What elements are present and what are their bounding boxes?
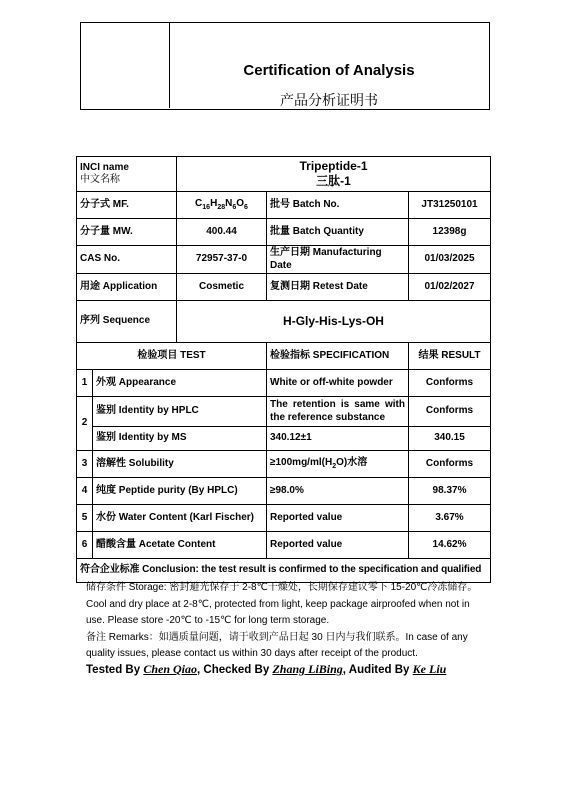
mf-row bbox=[77, 192, 491, 219]
test-spec: The retention is same with the reference substance bbox=[267, 397, 409, 427]
mfg-label: 生产日期 Manufacturing Date bbox=[267, 246, 409, 274]
batch-label: 批号 Batch No. bbox=[267, 192, 409, 219]
test-result: 340.15 bbox=[409, 427, 491, 451]
remarks-note: 备注 Remarks：如遇质量问题，请于收到产品日起 30 日内与我们联系。In case of any quality issues, please contact us within 30 days after receipt of the product. bbox=[86, 631, 468, 659]
test-name: 鉴别 Identity by MS bbox=[93, 427, 267, 451]
cas-value: 72957-37-0 bbox=[177, 246, 267, 274]
table-row bbox=[77, 370, 491, 397]
application-row bbox=[77, 274, 491, 301]
mw-row bbox=[77, 219, 491, 246]
notes-section bbox=[86, 580, 491, 663]
application-value: Cosmetic bbox=[177, 274, 267, 301]
test-result: 14.62% bbox=[409, 532, 491, 559]
cas-label: CAS No. bbox=[77, 246, 177, 274]
storage-note-en: Cool and dry place at 2-8℃, protected from light, keep package airproofed when not in use. Please store -20℃ to -15℃ for long term storage. bbox=[86, 598, 470, 626]
result-column-header: 结果 RESULT bbox=[409, 343, 491, 370]
inci-label-cn: 中文名称 bbox=[80, 174, 120, 185]
test-result: Conforms bbox=[409, 451, 491, 478]
test-spec: ≥98.0% bbox=[267, 478, 409, 505]
test-spec: Reported value bbox=[267, 532, 409, 559]
inci-value-cell bbox=[177, 157, 491, 192]
retest-value: 01/02/2027 bbox=[409, 274, 491, 301]
mf-value bbox=[177, 192, 267, 219]
test-name: 外观 Appearance bbox=[93, 370, 267, 397]
test-number: 4 bbox=[77, 478, 93, 505]
mfg-value: 01/03/2025 bbox=[409, 246, 491, 274]
tests-header-row bbox=[77, 343, 491, 370]
application-label: 用途 Application bbox=[77, 274, 177, 301]
signature-line bbox=[86, 662, 526, 677]
sequence-row bbox=[77, 301, 491, 343]
audited-by-name: Ke Liu bbox=[412, 662, 447, 676]
test-number: 6 bbox=[77, 532, 93, 559]
sequence-label: 序列 Sequence bbox=[77, 301, 177, 343]
document-subtitle: 产品分析证明书 bbox=[280, 93, 378, 109]
checked-by-name: Zhang LiBing bbox=[272, 662, 343, 676]
batch-value: JT31250101 bbox=[409, 192, 491, 219]
qty-value: 12398g bbox=[409, 219, 491, 246]
spec-column-header: 检验指标 SPECIFICATION bbox=[267, 343, 409, 370]
mw-value: 400.44 bbox=[177, 219, 267, 246]
test-number: 3 bbox=[77, 451, 93, 478]
test-number: 1 bbox=[77, 370, 93, 397]
mf-formula: $C_{16}H_{28}N_6O_6$ bbox=[195, 197, 248, 211]
tested-by-label: Tested By bbox=[86, 664, 141, 676]
test-result: 98.37% bbox=[409, 478, 491, 505]
coa-table bbox=[76, 156, 491, 583]
test-number: 5 bbox=[77, 505, 93, 532]
tested-by-name: Chen Qiao bbox=[143, 662, 197, 676]
test-result: Conforms bbox=[409, 370, 491, 397]
test-spec: 340.12±1 bbox=[267, 427, 409, 451]
test-column-header: 检验项目 TEST bbox=[77, 343, 267, 370]
table-row bbox=[77, 397, 491, 427]
test-result: 3.67% bbox=[409, 505, 491, 532]
test-spec: Reported value bbox=[267, 505, 409, 532]
qty-label: 批量 Batch Quantity bbox=[267, 219, 409, 246]
inci-label-cell bbox=[77, 157, 177, 192]
test-result: Conforms bbox=[409, 397, 491, 427]
mw-label: 分子量 MW. bbox=[77, 219, 177, 246]
test-name: 纯度 Peptide purity (By HPLC) bbox=[93, 478, 267, 505]
table-row bbox=[77, 532, 491, 559]
storage-note-cn: 储存条件 Storage: 密封避光保存于 2-8℃干燥处，长期保存建议零下 15-20℃冷冻储存。 bbox=[86, 582, 478, 593]
table-row bbox=[77, 478, 491, 505]
inci-label: INCI name bbox=[80, 161, 129, 173]
inci-value-cn: 三肽-1 bbox=[316, 174, 351, 188]
test-number: 2 bbox=[77, 397, 93, 451]
inci-row bbox=[77, 157, 491, 192]
audited-by-label: , Audited By bbox=[342, 664, 410, 676]
checked-by-label: , Checked By bbox=[197, 664, 270, 676]
table-row bbox=[77, 451, 491, 478]
test-spec bbox=[267, 451, 409, 478]
test-name: 溶解性 Solubility bbox=[93, 451, 267, 478]
document-title: Certification of Analysis bbox=[243, 62, 415, 79]
test-name: 醋酸含量 Acetate Content bbox=[93, 532, 267, 559]
sequence-value: H-Gly-His-Lys-OH bbox=[177, 301, 491, 343]
table-row bbox=[77, 427, 491, 451]
inci-value: Tripeptide-1 bbox=[299, 159, 368, 173]
test-spec: White or off-white powder bbox=[267, 370, 409, 397]
conclusion: 符合企业标准 Conclusion: the test result is confirmed to the specification and qualified bbox=[77, 559, 491, 583]
table-row bbox=[77, 505, 491, 532]
retest-label: 复测日期 Retest Date bbox=[267, 274, 409, 301]
solubility-spec: $\ge 100mg/ml(H_2O)$水溶 bbox=[270, 456, 368, 470]
test-name: 水份 Water Content (Karl Fischer) bbox=[93, 505, 267, 532]
mf-label: 分子式 MF. bbox=[77, 192, 177, 219]
cas-row bbox=[77, 246, 491, 274]
test-name: 鉴别 Identity by HPLC bbox=[93, 397, 267, 427]
conclusion-row bbox=[77, 559, 491, 583]
